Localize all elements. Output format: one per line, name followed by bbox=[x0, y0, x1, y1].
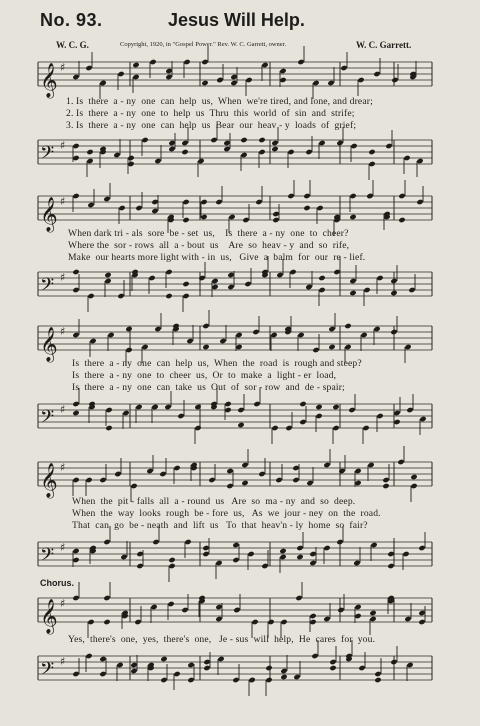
note-head bbox=[86, 149, 93, 155]
treble-staff bbox=[38, 192, 432, 232]
key-signature-sharp-icon: ♯ bbox=[60, 597, 66, 610]
lyric-line-verse-3: 3. Is there a - ny one can help us Bear our heav - y loads of grief; bbox=[66, 120, 357, 131]
bass-staff bbox=[38, 400, 432, 432]
treble-staff bbox=[38, 58, 432, 98]
bass-clef-icon: 𝄢 bbox=[40, 407, 55, 432]
note-head bbox=[368, 149, 375, 155]
key-signature-sharp-icon: ♯ bbox=[60, 403, 66, 416]
note-head bbox=[374, 677, 381, 683]
note-head bbox=[201, 80, 208, 86]
note-head bbox=[160, 656, 167, 662]
note-head bbox=[103, 619, 110, 625]
note-head bbox=[369, 610, 376, 616]
copyright-notice: Copyright, 1920, in "Gospel Power." Rev. W. C. Garrett, owner. bbox=[120, 41, 287, 48]
note-head bbox=[410, 474, 417, 480]
key-signature-sharp-icon: ♯ bbox=[60, 271, 66, 284]
bass-clef-icon: 𝄢 bbox=[40, 275, 55, 300]
bass-clef-icon: 𝄢 bbox=[40, 659, 55, 684]
note-head bbox=[132, 62, 139, 68]
treble-staff bbox=[38, 322, 432, 362]
note-head bbox=[349, 214, 356, 220]
bass-staff bbox=[38, 538, 432, 570]
chorus-lyric-line: Yes, there's one, yes, there's one, Je - sus will help, He cares for you. bbox=[68, 634, 376, 645]
note-head bbox=[332, 404, 339, 410]
note-head bbox=[194, 404, 201, 410]
lyric-line-verse-3: That can go be - neath and lift us To that heav'n - ly home so fair? bbox=[72, 520, 368, 531]
note-head bbox=[202, 344, 209, 350]
treble-clef-icon: 𝄞 bbox=[40, 327, 58, 362]
bass-clef-icon: 𝄢 bbox=[40, 545, 55, 570]
lyric-line-verse-2: When the way looks rough be - fore us, As we jour - ney on the road. bbox=[72, 508, 381, 519]
key-signature-sharp-icon: ♯ bbox=[60, 139, 66, 152]
note-head bbox=[303, 205, 310, 211]
lyric-line-verse-1: When the pit - falls all a - round us Are so ma - ny and so deep. bbox=[72, 496, 356, 507]
lyric-line-verse-1: When dark tri - als sore be - set us, Is there a - ny one to cheer? bbox=[68, 228, 349, 239]
key-signature-sharp-icon: ♯ bbox=[60, 655, 66, 668]
lyric-line-verse-3: Make our hearts more light with - in us, Give a balm for our re - lief. bbox=[68, 252, 366, 263]
note-head bbox=[318, 275, 325, 281]
note-head bbox=[271, 146, 278, 152]
note-head bbox=[390, 290, 397, 296]
treble-clef-icon: 𝄞 bbox=[40, 599, 58, 634]
chorus-label: Chorus. bbox=[40, 578, 75, 588]
treble-staff bbox=[38, 458, 432, 498]
note-head bbox=[349, 290, 356, 296]
note-head bbox=[125, 326, 132, 332]
treble-staff bbox=[38, 594, 432, 634]
note-head bbox=[279, 548, 286, 554]
hymn-number: No. 93. bbox=[40, 10, 103, 30]
composer-name: W. C. Garrett. bbox=[356, 40, 412, 50]
bass-staff bbox=[38, 652, 432, 684]
key-signature-sharp-icon: ♯ bbox=[60, 461, 66, 474]
note-head bbox=[329, 665, 336, 671]
bass-clef-icon: 𝄢 bbox=[40, 143, 55, 168]
note-head bbox=[328, 344, 335, 350]
note-head bbox=[344, 323, 351, 329]
key-signature-sharp-icon: ♯ bbox=[60, 195, 66, 208]
bass-staff bbox=[38, 268, 432, 300]
note-head bbox=[280, 674, 287, 680]
treble-clef-icon: 𝄞 bbox=[40, 197, 58, 232]
note-head bbox=[181, 149, 188, 155]
key-signature-sharp-icon: ♯ bbox=[60, 61, 66, 74]
hymn-title: Jesus Will Help. bbox=[168, 10, 305, 30]
treble-clef-icon: 𝄞 bbox=[40, 63, 58, 98]
lyric-line-verse-2: Is there a - ny one to cheer us, Or to make a light - er load, bbox=[72, 370, 337, 381]
note-head bbox=[104, 272, 111, 278]
lyric-line-verse-1: Is there a - ny one can help us, When the road is rough and steep? bbox=[72, 358, 362, 369]
key-signature-sharp-icon: ♯ bbox=[60, 541, 66, 554]
note-head bbox=[398, 217, 405, 223]
note-head bbox=[265, 665, 272, 671]
bass-staff bbox=[38, 136, 432, 168]
lyricist-initials: W. C. G. bbox=[56, 40, 89, 50]
note-head bbox=[72, 410, 79, 416]
note-head bbox=[182, 281, 189, 287]
lyric-line-verse-2: Where the sor - rows all a - bout us Are so heav - y and so rife, bbox=[68, 240, 350, 251]
key-signature-sharp-icon: ♯ bbox=[60, 325, 66, 338]
note-head bbox=[315, 404, 322, 410]
lyric-line-verse-1: 1. Is there a - ny one can help us, When we're tired, and lone, and drear; bbox=[66, 96, 373, 107]
note-head bbox=[258, 137, 265, 143]
note-head bbox=[237, 422, 244, 428]
note-head bbox=[165, 293, 172, 299]
note-head bbox=[296, 554, 303, 560]
note-head bbox=[240, 137, 247, 143]
treble-clef-icon: 𝄞 bbox=[40, 463, 58, 498]
note-head bbox=[241, 480, 248, 486]
note-head bbox=[168, 557, 175, 563]
note-head bbox=[382, 483, 389, 489]
lyric-line-verse-3: Is there a - ny one can take us Out of sor - row and de - spair; bbox=[72, 382, 345, 393]
lyric-line-verse-2: 2. Is there a - ny one to help us Thru this world of sin and strife; bbox=[66, 108, 355, 119]
